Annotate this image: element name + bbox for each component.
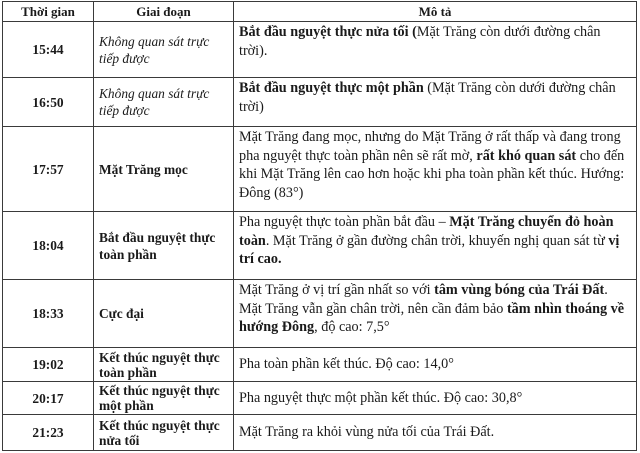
desc-text: (Mặt Trăng còn dưới đường chân trời)	[239, 80, 616, 115]
description-cell	[234, 348, 637, 382]
table-row	[3, 212, 637, 280]
table-row	[3, 22, 637, 78]
phase-cell: Kết thúc nguyệt thực nửa tối	[94, 415, 234, 451]
desc-bold: Bắt đầu nguyệt thực một phần	[239, 80, 424, 96]
time-cell: 17:57	[3, 127, 94, 212]
desc-text: Mặt Trăng đang mọc, nhưng do Mặt Trăng ở rất thấp và đang trong pha nguyệt thực toàn phần nên sẽ rất mờ,	[239, 129, 621, 164]
header-phase: Giai đoạn	[94, 2, 234, 22]
time-cell: 18:04	[3, 212, 94, 280]
desc-bold: tâm vùng bóng của Trái Đất	[434, 282, 605, 298]
time-cell: 18:33	[3, 280, 94, 348]
header-time: Thời gian	[3, 2, 94, 22]
description-cell	[234, 127, 637, 212]
desc-text: Mặt Trăng ra khỏi vùng nửa tối của Trái Đất.	[239, 424, 495, 441]
desc-bold: Bắt đầu nguyệt thực nửa tối (	[239, 24, 417, 40]
desc-text: . Mặt Trăng vẫn gần chân trời, nên cần đảm bảo	[239, 282, 608, 317]
time-cell: 21:23	[3, 415, 94, 451]
phase-cell: Cực đại	[94, 280, 234, 348]
time-cell: 20:17	[3, 382, 94, 415]
desc-text: , độ cao: 7,5°	[314, 319, 390, 335]
eclipse-timeline-table	[2, 1, 637, 451]
phase-cell: Bắt đầu nguyệt thực toàn phần	[94, 212, 234, 280]
desc-bold: rất khó quan sát	[476, 147, 577, 164]
table-row	[3, 415, 637, 451]
description-cell	[234, 22, 637, 78]
desc-text: . Mặt Trăng ở gần đường chân trời, khuyến nghị quan sát từ	[265, 232, 609, 249]
time-cell: 19:02	[3, 348, 94, 382]
desc-bold: Mặt Trăng chuyển đỏ hoàn toàn	[239, 214, 614, 249]
description-cell	[234, 415, 637, 451]
table-row	[3, 78, 637, 127]
desc-text: Pha toàn phần kết thúc. Độ cao: 14,0°	[239, 356, 454, 373]
phase-cell: Kết thúc nguyệt thực toàn phần	[94, 348, 234, 382]
table-row	[3, 382, 637, 415]
header-description: Mô tả	[234, 2, 637, 22]
description-cell	[234, 212, 637, 280]
phase-cell: Không quan sát trực tiếp được	[94, 78, 234, 127]
table-row	[3, 348, 637, 382]
table-row	[3, 280, 637, 348]
time-cell: 15:44	[3, 22, 94, 78]
phase-cell: Kết thúc nguyệt thực một phần	[94, 382, 234, 415]
header-row	[3, 2, 637, 22]
phase-cell: Không quan sát trực tiếp được	[94, 22, 234, 78]
description-cell	[234, 382, 637, 415]
description-cell	[234, 78, 637, 127]
time-cell: 16:50	[3, 78, 94, 127]
desc-text: Pha nguyệt thực toàn phần bắt đầu –	[239, 214, 450, 230]
desc-text: cho đến khi Mặt Trăng lên cao hơn hoặc khi pha toàn phần kết thúc. Hướng: Đông (83°)	[239, 147, 625, 201]
phase-cell: Mặt Trăng mọc	[94, 127, 234, 212]
desc-bold: vị trí cao.	[239, 232, 620, 267]
desc-text: Pha nguyệt thực một phần kết thúc. Độ cao: 30,8°	[239, 389, 523, 406]
desc-text: Mặt Trăng ở vị trí gần nhất so với	[239, 282, 435, 298]
table-row	[3, 127, 637, 212]
desc-bold: tầm nhìn thoáng về hướng Đông	[239, 300, 625, 335]
description-cell	[234, 280, 637, 348]
desc-text: Mặt Trăng còn dưới đường chân trời).	[239, 24, 601, 59]
